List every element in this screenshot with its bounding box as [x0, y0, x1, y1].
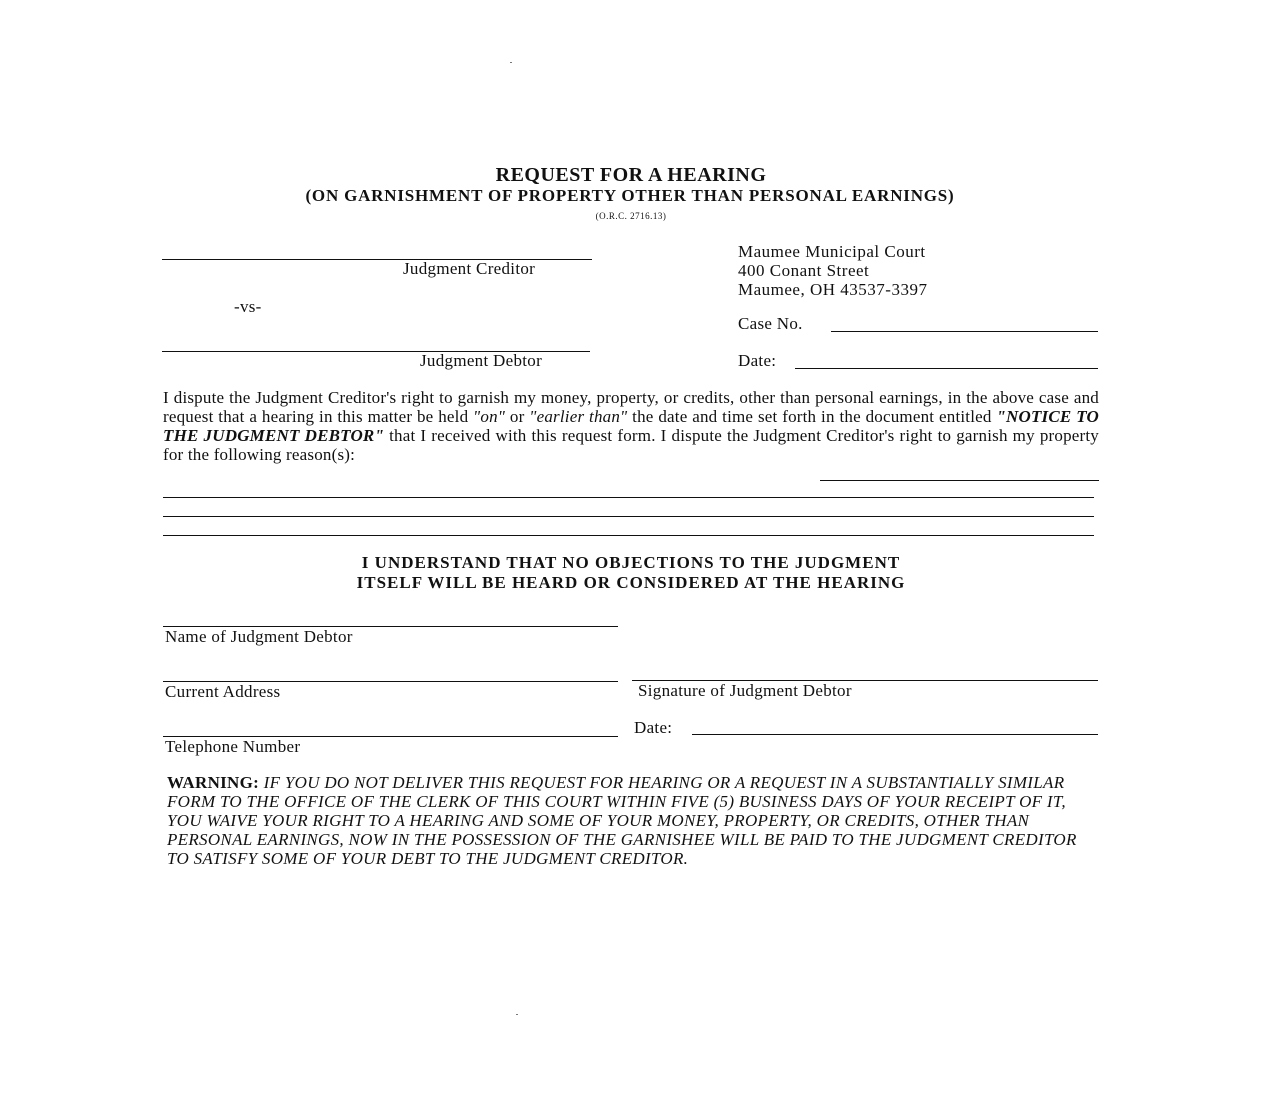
reason-line-3[interactable]	[163, 516, 1094, 517]
objection-notice: I UNDERSTAND THAT NO OBJECTIONS TO THE JUDGMENT ITSELF WILL BE HEARD OR CONSIDERED AT THE HEARING	[356, 553, 906, 592]
signature-date-label: Date:	[634, 718, 673, 737]
case-number-field[interactable]	[831, 331, 1098, 332]
warning-text: IF YOU DO NOT DELIVER THIS REQUEST FOR HEARING OR A REQUEST IN A SUBSTANTIALLY SIMILAR FORM TO THE OFFICE OF THE CLERK OF THIS COURT WITHIN FIVE (5) BUSINESS DAYS OF YOUR RECEIPT OF IT, YOU WAIVE YOUR RIGHT TO A HEARING AND SOME OF YOUR MONEY, PROPERTY, OR CREDITS, OTHER THAN PERSONAL EARNINGS, NOW IN THE POSSESSION OF THE GARNISHEE WILL BE PAID TO THE JUDGMENT CREDITOR TO SATISFY SOME OF YOUR DEBT TO THE JUDGMENT CREDITOR.	[167, 773, 1077, 868]
reason-line-4[interactable]	[163, 535, 1094, 536]
earlier-than-emphasis: "earlier than"	[529, 407, 628, 426]
statute-reference: (O.R.C. 2716.13)	[595, 211, 667, 221]
dispute-paragraph: I dispute the Judgment Creditor's right to garnish my money, property, or credits, other than personal earnings, in the above case and request that a hearing in this matter be held "on" or "earlier than" the date and time set forth in the document entitled "NOTICE TO THE JUDGMENT DEBTOR" that I received with this request form. I dispute the Judgment Creditor's right to garnish my property for the following reason(s):	[163, 388, 1100, 464]
court-date-field[interactable]	[795, 368, 1098, 369]
debtor-label: Judgment Debtor	[420, 351, 543, 370]
court-address	[738, 242, 927, 299]
scan-speck-top	[510, 62, 512, 63]
form-title: REQUEST FOR A HEARING	[495, 164, 767, 186]
court-name: Maumee Municipal Court	[738, 242, 926, 261]
case-number-label: Case No.	[738, 314, 803, 333]
reason-line-2[interactable]	[163, 497, 1094, 498]
scan-speck-bottom	[516, 1014, 518, 1015]
debtor-signature-label: Signature of Judgment Debtor	[638, 681, 852, 700]
signature-date-field[interactable]	[692, 734, 1098, 735]
warning-paragraph	[167, 773, 1102, 868]
creditor-label: Judgment Creditor	[403, 259, 536, 278]
on-emphasis: "on"	[473, 407, 506, 426]
versus-label: -vs-	[234, 297, 262, 316]
notice-title-emphasis: "NOTICE TO THE JUDGMENT DEBTOR"	[163, 407, 1099, 445]
telephone-label: Telephone Number	[165, 737, 301, 756]
court-street: 400 Conant Street	[738, 261, 870, 280]
court-date-label: Date:	[738, 351, 777, 370]
court-city: Maumee, OH 43537-3397	[738, 280, 928, 299]
reason-line-1[interactable]	[820, 480, 1099, 481]
form-subtitle: (ON GARNISHMENT OF PROPERTY OTHER THAN PERSONAL EARNINGS)	[305, 186, 955, 205]
current-address-label: Current Address	[165, 682, 281, 701]
warning-label: WARNING:	[167, 773, 260, 792]
debtor-name-label: Name of Judgment Debtor	[165, 627, 353, 646]
